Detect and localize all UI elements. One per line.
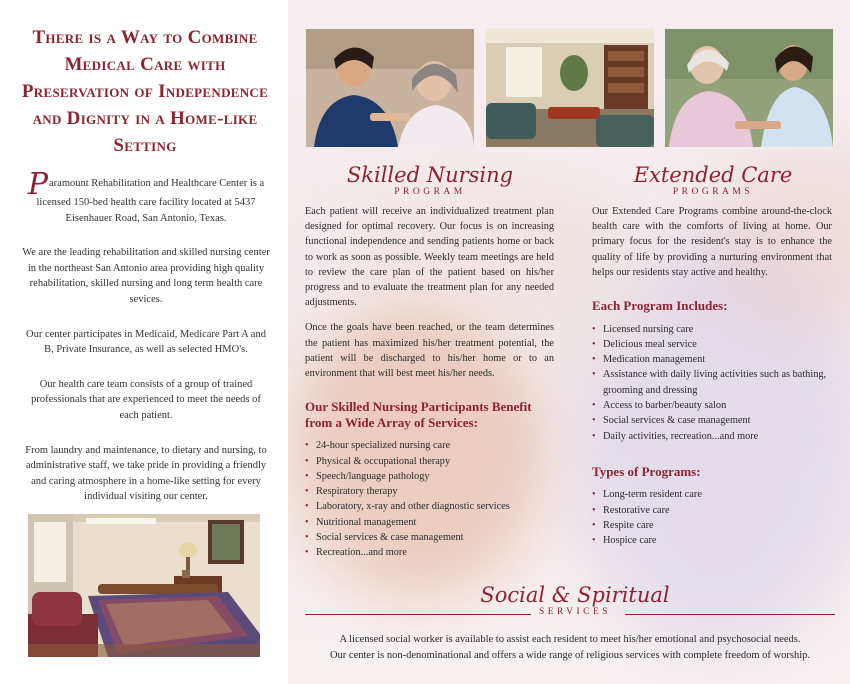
program-types-heading: Types of Programs: — [592, 463, 701, 479]
program-type-item: • Respite care — [592, 518, 832, 533]
skilled-paragraph-2: Once the goals have been reached, or the team determines the patient has maximized his/her treatment potential, the patient will be discharged to his/her home or to an environment that will best meet his/her needs. — [305, 322, 554, 380]
includes-list-item: • Social services & case management — [592, 413, 832, 428]
social-services-text — [300, 632, 840, 664]
extended-care-subtitle: PROGRAMS — [672, 187, 754, 197]
program-type-item: • Restorative care — [592, 503, 832, 518]
social-spiritual-title — [470, 584, 680, 618]
intro-paragraph-2: We are the leading rehabilitation and skilled nursing center in the northeast San Antonio area providing high quality rehabilitation, skilled nursing and long term health care sevices. — [22, 247, 270, 305]
program-types-list — [592, 487, 832, 548]
skilled-nursing-subtitle: PROGRAM — [394, 187, 466, 197]
includes-list-item: • Delicious meal service — [592, 337, 832, 352]
extended-paragraph-1: Our Extended Care Programs combine around-the-clock health care with the comforts of living at home. Our primary focus for the resident's stay is to enhance the quality of life by providing a nurturing environment that helps our residents stay active and healthy. — [592, 206, 832, 278]
service-list-item: • Speech/language pathology — [305, 469, 554, 484]
service-list-item: • Recreation...and more — [305, 545, 554, 560]
includes-list-item: • Medication management — [592, 352, 832, 367]
drop-cap: P — [27, 167, 48, 202]
left-panel — [0, 0, 288, 684]
skilled-benefit-heading: Our Skilled Nursing Participants Benefit from a Wide Array of Services: — [305, 399, 532, 430]
includes-list-item: • Licensed nursing care — [592, 322, 832, 337]
extended-care-column — [592, 204, 832, 549]
caregiver-resident-photo — [664, 28, 834, 148]
skilled-paragraph-1: Each patient will receive an individualized treatment plan designed for optimal recovery. Our focus is on increasing functional independence and sending patients home or back to work as soon as possible. Weekly team meetings are held to review the care plan of the patient based on his/her progress and to evaluate the treatment plan for any needed adjustments. — [305, 206, 554, 309]
intro-paragraph-4: Our health care team consists of a group of trained professionals that are experienced to meet the needs of each patient. — [31, 378, 261, 421]
social-spiritual-subtitle: SERVICES — [538, 607, 612, 617]
lobby-photo — [485, 28, 655, 148]
extended-care-title — [600, 164, 826, 198]
service-list-item: • 24-hour specialized nursing care — [305, 438, 554, 453]
intro-paragraph-3: Our center participates in Medicaid, Medicare Part A and B, Private Insurance, as well as selected HMO's. — [26, 328, 266, 356]
includes-list-item: • Access to barber/beauty salon — [592, 398, 832, 413]
headline: There is a Way to Combine Medical Care with Preservation of Independence and Dignity in a Home-like Setting — [21, 27, 269, 156]
social-line-2: Our center is non-denominational and offers a wide range of religious services with complete freedom of worship. — [329, 650, 811, 661]
divider-line-right — [625, 614, 835, 615]
service-list-item: • Social services & case management — [305, 530, 554, 545]
social-spiritual-script: Social & Spiritual — [480, 583, 670, 607]
program-type-item: • Hospice care — [592, 533, 832, 548]
room-photo — [28, 514, 260, 657]
skilled-nursing-column — [305, 204, 554, 561]
intro-paragraph-1 — [22, 167, 270, 226]
skilled-nursing-script: Skilled Nursing — [346, 163, 514, 187]
social-line-1: A licensed social worker is available to assist each resident to meet his/her emotional and psychosocial needs. — [339, 634, 801, 645]
program-includes-list — [592, 322, 832, 444]
intro-p1-text: aramount Rehabilitation and Healthcare Center is a licensed 150-bed health care facility located at 5437 Eisenhauer Road, San Antonio, Texas. — [36, 178, 265, 224]
intro-text — [22, 167, 270, 524]
bedroom-illustration — [28, 514, 260, 657]
includes-list-item: • Daily activities, recreation...and more — [592, 429, 832, 444]
service-list-item: • Laboratory, x-ray and other diagnostic services — [305, 499, 554, 514]
service-list-item: • Respiratory therapy — [305, 484, 554, 499]
divider-line-left — [305, 614, 531, 615]
program-type-item: • Long-term resident care — [592, 487, 832, 502]
program-includes-heading: Each Program Includes: — [592, 298, 728, 314]
service-list-item: • Physical & occupational therapy — [305, 454, 554, 469]
includes-list-item: • Assistance with daily living activities such as bathing, grooming and dressing — [592, 367, 832, 398]
nurse-patient-photo — [305, 28, 475, 148]
social-divider — [305, 614, 835, 615]
extended-care-script: Extended Care — [633, 163, 793, 187]
intro-paragraph-5: From laundry and maintenance, to dietary and nursing, to administrative staff, we take pride in providing a friendly and caring atmosphere in a home-like setting for every individual visiting our center. — [25, 444, 267, 503]
skilled-services-list — [305, 438, 554, 560]
skilled-nursing-title — [330, 164, 530, 198]
service-list-item: • Nutritional management — [305, 515, 554, 530]
